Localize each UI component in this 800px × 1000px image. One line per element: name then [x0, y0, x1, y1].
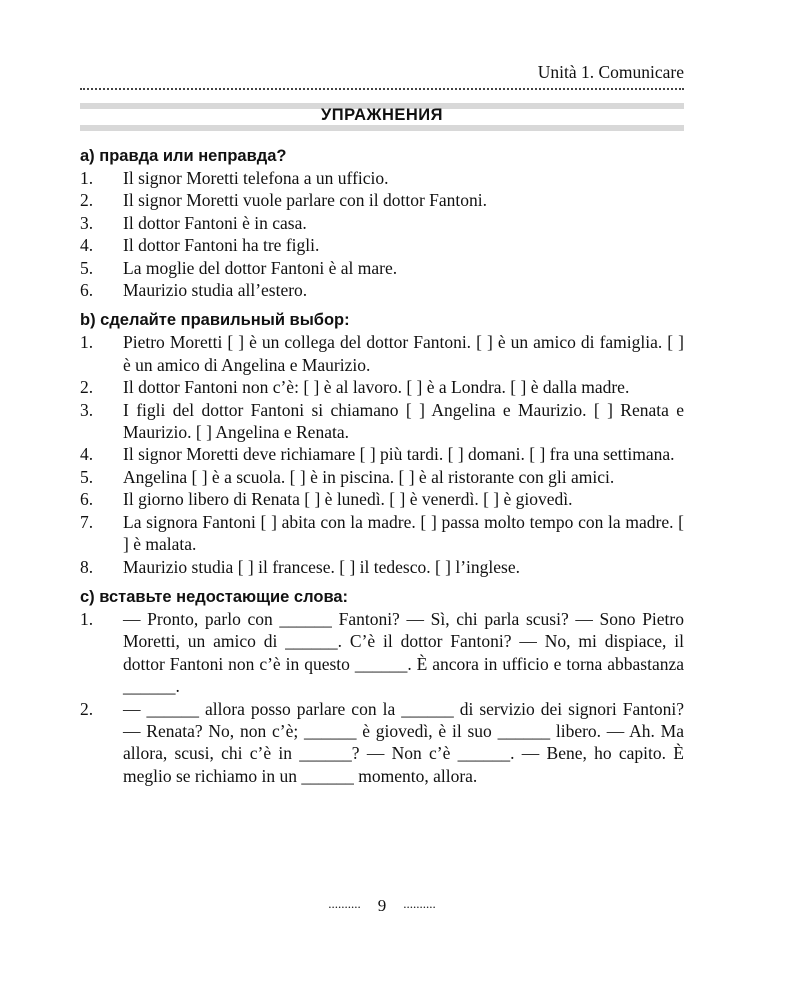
list-item	[80, 488, 684, 510]
section-c	[80, 586, 684, 787]
section-title: c) вставьте недостающие слова:	[80, 587, 349, 606]
list-item	[80, 608, 684, 698]
item-text: Il dottor Fantoni ha tre figli.	[123, 235, 320, 256]
item-number: 5.	[80, 257, 94, 278]
item-text: La moglie del dottor Fantoni è al mare.	[123, 257, 398, 278]
list-item	[80, 443, 684, 465]
item-text: La signora Fantoni [ ] abita con la madre. [ ] passa molto tempo con la madre. [ ] è malata.	[123, 511, 684, 555]
section-title: b) сделайте правильный выбор:	[80, 311, 350, 330]
page-footer	[0, 896, 764, 916]
section-b	[80, 309, 684, 577]
item-text: Il signor Moretti telefona a un ufficio.	[123, 168, 389, 188]
section-title: а) правда или неправда?	[80, 147, 287, 165]
item-number: 1.	[80, 608, 94, 629]
list-item	[80, 189, 684, 211]
item-number: 1.	[80, 332, 94, 353]
item-number: 3.	[80, 212, 94, 233]
running-head: Unità 1. Comunicare	[537, 62, 684, 82]
list-item	[80, 511, 684, 556]
list-item	[80, 376, 684, 398]
list-item	[80, 257, 684, 279]
item-number: 7.	[80, 511, 94, 532]
list-item	[80, 279, 684, 301]
banner-stripe-bottom	[80, 125, 684, 131]
item-text: Pietro Moretti [ ] è un collega del dottor Fantoni. [ ] è un amico di famiglia. [ ] è un amico di Angelina e Maurizio.	[123, 332, 684, 375]
section-banner	[80, 103, 684, 131]
item-list	[80, 167, 684, 301]
item-text: Il giorno libero di Renata [ ] è lunedì. [ ] è venerdì. [ ] è giovedì.	[123, 489, 573, 510]
item-list	[80, 331, 684, 577]
item-text: — ______ allora posso parlare con la ______ di servizio dei signori Fantoni? — Renata? No, non c’è; ______ è giovedì, è il suo ______ libero. — Ah. Ma allora, scusi, chi c’è in ______? — Non c’è ______. — Bene, ho capito. È meglio se richiamo in un ______ momento, allora.	[123, 698, 684, 786]
list-item	[80, 167, 684, 189]
item-text: Maurizio studia all’estero.	[123, 280, 308, 301]
item-list	[80, 608, 684, 787]
item-text: Il dottor Fantoni è in casa.	[123, 212, 307, 233]
item-number: 1.	[80, 168, 94, 188]
page-number: 9	[377, 896, 387, 915]
item-text: Il signor Moretti vuole parlare con il dottor Fantoni.	[123, 190, 488, 211]
section-a	[80, 145, 684, 301]
item-text: Maurizio studia [ ] il francese. [ ] il tedesco. [ ] l’inglese.	[123, 556, 521, 577]
item-number: 6.	[80, 489, 94, 510]
item-number: 4.	[80, 235, 94, 256]
item-text: Il dottor Fantoni non c’è: [ ] è al lavoro. [ ] è a Londra. [ ] è dalla madre.	[123, 377, 630, 398]
item-number: 4.	[80, 444, 94, 465]
footer-fill-left: ..........	[328, 896, 361, 911]
footer-fill-right: ..........	[403, 896, 436, 911]
list-item	[80, 234, 684, 256]
list-item	[80, 466, 684, 488]
item-number: 3.	[80, 399, 94, 420]
item-number: 2.	[80, 190, 94, 211]
list-item	[80, 212, 684, 234]
item-number: 5.	[80, 466, 94, 487]
item-text: Il signor Moretti deve richiamare [ ] più tardi. [ ] domani. [ ] fra una settimana.	[123, 444, 675, 465]
item-number: 6.	[80, 280, 94, 301]
exercise-content	[80, 145, 684, 795]
list-item	[80, 399, 684, 444]
item-number: 2.	[80, 698, 94, 719]
dotted-rule	[80, 88, 684, 90]
list-item	[80, 698, 684, 788]
list-item	[80, 556, 684, 578]
item-number: 8.	[80, 556, 94, 577]
item-text: Angelina [ ] è a scuola. [ ] è in piscina. [ ] è al ristorante con gli amici.	[123, 466, 615, 487]
item-text: — Pronto, parlo con ______ Fantoni? — Sì, chi parla scusi? — Sono Pietro Moretti, un amico di ______. C’è il dottor Fantoni? — No, mi dispiace, il dottor Fantoni non c’è in questo ______. È ancora in ufficio e torna abbastanza ______.	[123, 608, 684, 697]
banner-title: УПРАЖНЕНИЯ	[320, 106, 444, 124]
item-number: 2.	[80, 377, 94, 398]
list-item	[80, 331, 684, 376]
item-text: I figli del dottor Fantoni si chiamano [ ] Angelina e Maurizio. [ ] Renata e Maurizio. [ ] Angelina e Renata.	[123, 399, 684, 443]
